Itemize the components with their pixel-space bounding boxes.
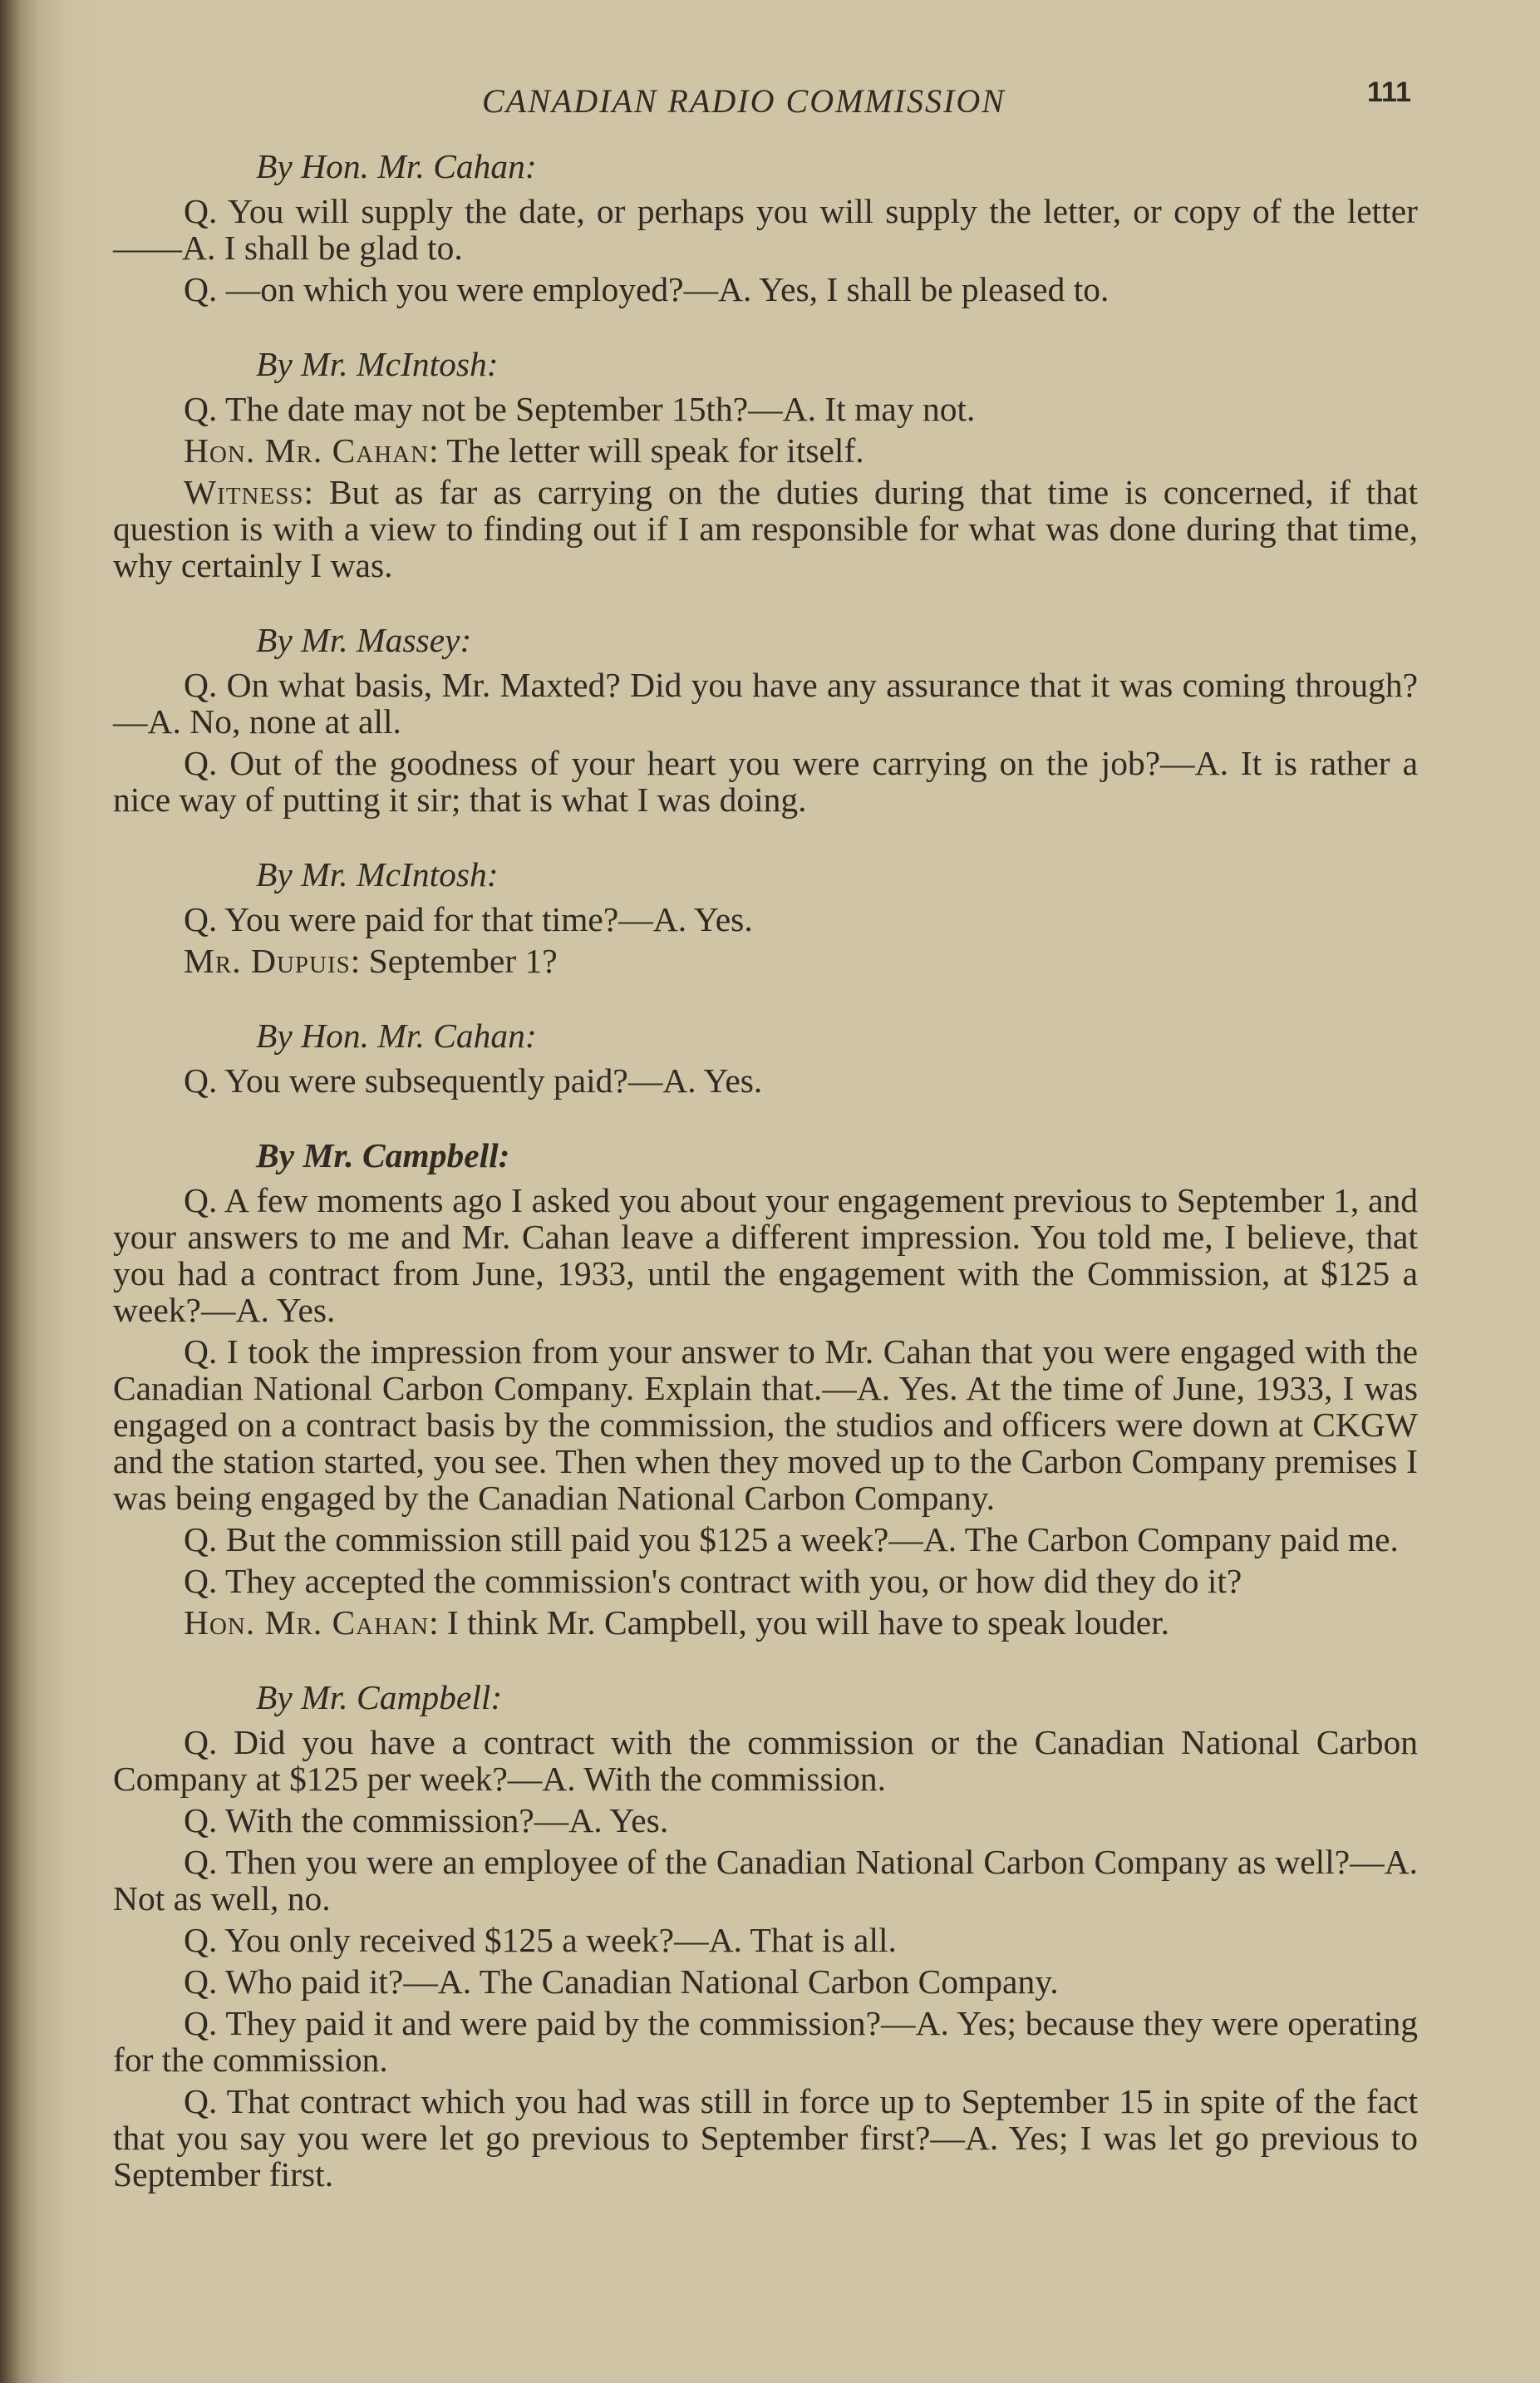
speaker-statement: Mr. Dupuis: September 1? [184,942,558,980]
question-answer: Q. You were subsequently paid?—A. Yes. [184,1061,763,1100]
question-answer: Q. Did you have a contract with the commission or the Canadian National Carbon Company at $125 per week?—A. With the commission. [113,1723,1418,1798]
examiner-heading: By Mr. Massey: [256,621,472,659]
examiner-heading: By Mr. McIntosh: [256,855,499,894]
running-title: CANADIAN RADIO COMMISSION [482,82,1006,120]
examiner-heading: By Hon. Mr. Cahan: [256,1017,537,1055]
speaker-text: September 1? [368,942,558,980]
page-header [0,76,1540,126]
question-answer: Q. You will supply the date, or perhaps you will supply the letter, or copy of the letter——A. I shall be glad to. [113,192,1418,267]
speaker-statement: Witness: But as far as carrying on the duties during that time is concerned, if that question is with a view to finding out if I am responsible for what was done during that time, why certainly I was. [113,473,1418,584]
question-answer: Q. I took the impression from your answer to Mr. Cahan that you were engaged with the Canadian National Carbon Company. Explain that.—A. Yes. At the time of June, 1933, I was engaged on a contract basis by the commission, the studios and officers were down at CKGW and the station started, you see. Then when they moved up to the Carbon Company premises I was being engaged by the Canadian National Carbon Company. [113,1332,1418,1517]
question-answer: Q. With the commission?—A. Yes. [184,1801,669,1839]
speaker-statement: Hon. Mr. Cahan: I think Mr. Campbell, you will have to speak louder. [184,1603,1170,1642]
question-answer: Q. They accepted the commission's contract with you, or how did they do it? [184,1562,1242,1600]
question-answer: Q. They paid it and were paid by the commission?—A. Yes; because they were operating for the commission. [113,2004,1418,2079]
examiner-heading: By Hon. Mr. Cahan: [256,147,537,185]
speaker-name: Hon. Mr. Cahan [184,431,430,470]
speaker-statement: Hon. Mr. Cahan: The letter will speak for itself. [184,431,864,470]
examiner-heading: By Mr. Campbell: [256,1678,503,1716]
speaker-name: Witness [184,473,304,511]
question-answer: Q. Out of the goodness of your heart you were carrying on the job?—A. It is rather a nice way of putting it sir; that is what I was doing. [113,744,1418,819]
question-answer: Q. You only received $125 a week?—A. That is all. [184,1921,897,1959]
question-answer: Q. A few moments ago I asked you about your engagement previous to September 1, and your answers to me and Mr. Cahan leave a different impression. You told me, I believe, that you had a contract from June, 1933, until the engagement with the Commission, at $125 a week?—A. Yes. [113,1181,1418,1329]
question-answer: Q. Who paid it?—A. The Canadian National Carbon Company. [184,1962,1059,2001]
question-answer: Q. The date may not be September 15th?—A. It may not. [184,390,976,428]
question-answer: Q. —on which you were employed?—A. Yes, I shall be pleased to. [184,270,1109,308]
speaker-text: I think Mr. Campbell, you will have to speak louder. [446,1603,1170,1642]
examiner-heading: By Mr. McIntosh: [256,345,499,383]
question-answer: Q. Then you were an employee of the Canadian National Carbon Company as well?—A. Not as well, no. [113,1843,1418,1918]
speaker-text: The letter will speak for itself. [446,431,864,470]
page-number: 111 [1367,76,1411,108]
speaker-name: Mr. Dupuis [184,942,351,980]
question-answer: Q. That contract which you had was still in force up to September 15 in spite of the fact that you say you were let go previous to September first?—A. Yes; I was let go previous to September first. [113,2082,1418,2193]
question-answer: Q. But the commission still paid you $125 a week?—A. The Carbon Company paid me. [184,1520,1399,1558]
question-answer: Q. On what basis, Mr. Maxted? Did you have any assurance that it was coming through?—A. No, none at all. [113,666,1418,741]
speaker-text: But as far as carrying on the duties during that time is concerned, if that question is with a view to finding out if I am responsible for what was done during that time, why certainly I was. [113,473,1418,584]
speaker-name: Hon. Mr. Cahan [184,1603,430,1642]
transcript-body [113,148,1418,2198]
question-answer: Q. You were paid for that time?—A. Yes. [184,900,753,938]
examiner-heading: By Mr. Campbell: [256,1136,510,1174]
